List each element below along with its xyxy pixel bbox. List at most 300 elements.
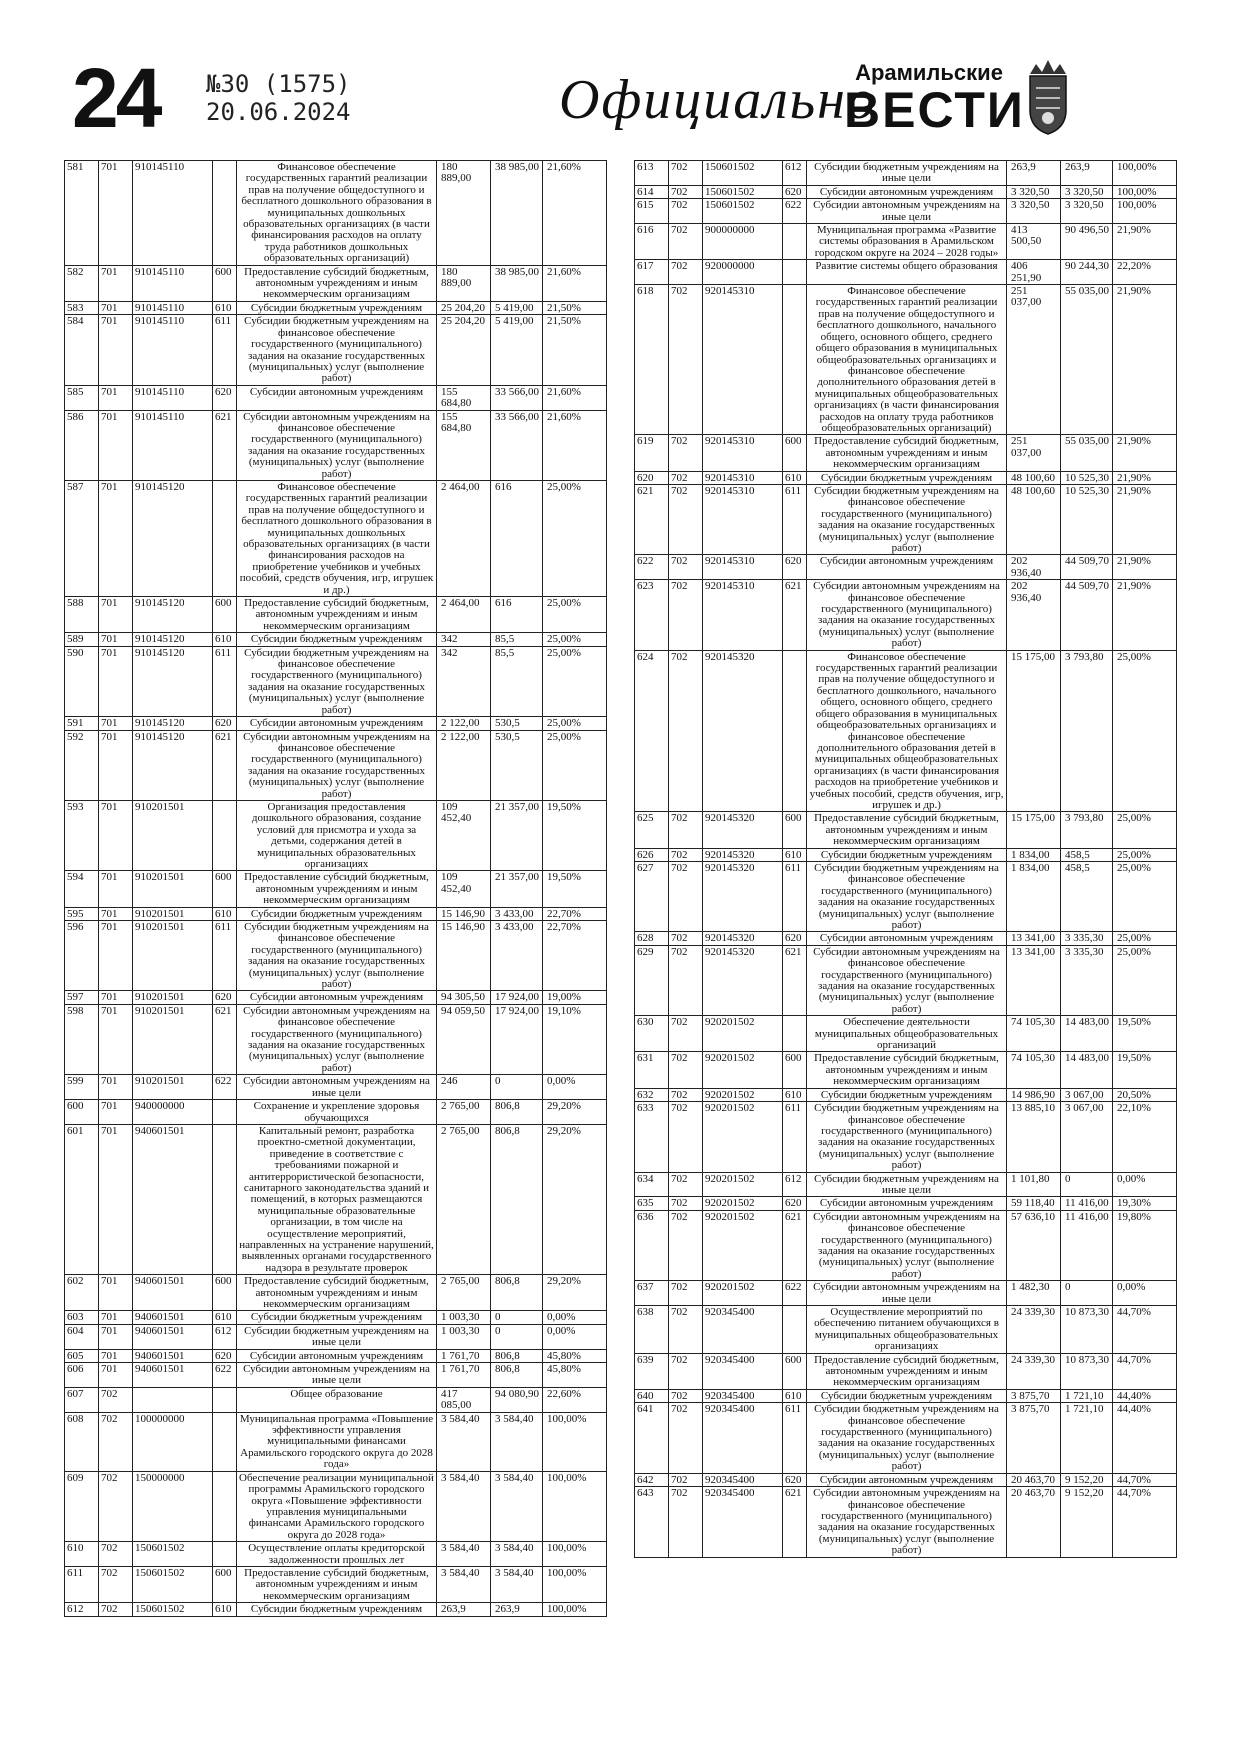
row-description: Предоставление субсидий бюджетным, автономным учреждениям и иным некоммерческим организациям [807,1052,1007,1088]
table-row [635,285,1177,435]
row-number: 582 [65,265,99,301]
row-description: Организация предоставления дошкольного образования, создание условий для присмотра и ухода за детьми, содержания детей в муниципальных образовательных организациях [237,800,437,870]
execution-percent: 29,20% [543,1124,607,1274]
actual-amount: 10 525,30 [1061,471,1113,484]
plan-amount: 2 122,00 [437,717,491,730]
target-code: 920201502 [703,1210,783,1280]
execution-percent: 100,00% [543,1412,607,1471]
plan-amount: 3 875,70 [1007,1403,1061,1473]
row-number: 593 [65,800,99,870]
execution-percent: 22,60% [543,1387,607,1412]
section-code: 702 [669,1197,703,1210]
row-description: Субсидии автономным учреждениям [807,932,1007,945]
section-code: 702 [669,1353,703,1389]
target-code: 910145110 [133,265,213,301]
row-number: 626 [635,848,669,861]
section-code: 701 [99,597,133,633]
table-row [65,1075,607,1100]
row-number: 596 [65,921,99,991]
row-description: Субсидии автономным учреждениям на финансовое обеспечение государственного (муниципального) задания на оказание государственных (муниципальных) услуг (выполнение работ) [807,1487,1007,1557]
expense-type: 620 [213,991,237,1004]
row-number: 595 [65,907,99,920]
execution-percent: 100,00% [1113,161,1177,186]
row-description: Субсидии бюджетным учреждениям на финансовое обеспечение государственного (муниципального) задания на оказание государственных (муниципальных) услуг (выполнение работ) [807,1403,1007,1473]
execution-percent: 0,00% [543,1311,607,1324]
table-row [635,199,1177,224]
expense-type: 610 [783,1389,807,1402]
section-code: 702 [669,1052,703,1088]
execution-percent: 25,00% [1113,861,1177,931]
row-description: Муниципальная программа «Развитие системы образования в Арамильском городском округе на 2024 – 2028 годы» [807,224,1007,260]
expense-type: 620 [213,1349,237,1362]
row-number: 635 [635,1197,669,1210]
row-description: Предоставление субсидий бюджетным, автономным учреждениям и иным некоммерческим организациям [237,871,437,907]
table-row [635,1389,1177,1402]
section-code: 702 [669,199,703,224]
actual-amount: 263,9 [491,1603,543,1616]
execution-percent: 19,10% [543,1004,607,1074]
table-row [635,1403,1177,1473]
section-code: 702 [99,1387,133,1412]
row-number: 620 [635,471,669,484]
table-row [65,1349,607,1362]
plan-amount: 13 341,00 [1007,932,1061,945]
table-row [635,1016,1177,1052]
plan-amount: 2 765,00 [437,1124,491,1274]
plan-amount: 2 122,00 [437,730,491,800]
plan-amount: 25 204,20 [437,315,491,385]
target-code: 920201502 [703,1172,783,1197]
execution-percent: 100,00% [543,1603,607,1616]
section-code: 702 [669,1281,703,1306]
actual-amount: 806,8 [491,1100,543,1125]
row-number: 608 [65,1412,99,1471]
expense-type: 611 [213,315,237,385]
expense-type [213,1542,237,1567]
target-code: 940601501 [133,1311,213,1324]
row-description: Субсидии автономным учреждениям на финансовое обеспечение государственного (муниципального) задания на оказание государственных (муниципальных) услуг (выполнение работ) [237,410,437,480]
row-description: Субсидии автономным учреждениям [807,1473,1007,1486]
plan-amount: 94 305,50 [437,991,491,1004]
actual-amount: 90 496,50 [1061,224,1113,260]
plan-amount: 1 003,30 [437,1311,491,1324]
plan-amount: 15 175,00 [1007,650,1061,812]
row-number: 599 [65,1075,99,1100]
plan-amount: 155 684,80 [437,385,491,410]
table-row [65,800,607,870]
execution-percent: 21,60% [543,410,607,480]
plan-amount: 1 482,30 [1007,1281,1061,1306]
target-code: 150601502 [133,1566,213,1602]
section-code: 701 [99,646,133,716]
table-row [635,555,1177,580]
expense-type: 620 [213,385,237,410]
target-code: 920201502 [703,1016,783,1052]
execution-percent: 0,00% [1113,1172,1177,1197]
target-code: 940000000 [133,1100,213,1125]
target-code: 910145110 [133,385,213,410]
target-code: 920345400 [703,1403,783,1473]
plan-amount: 417 085,00 [437,1387,491,1412]
plan-amount: 180 889,00 [437,265,491,301]
execution-percent: 100,00% [543,1542,607,1567]
execution-percent: 21,90% [1113,224,1177,260]
section-code: 701 [99,633,133,646]
table-row [635,1306,1177,1354]
target-code: 910145120 [133,646,213,716]
target-code: 150601502 [133,1542,213,1567]
section-code: 702 [669,1172,703,1197]
table-row [65,633,607,646]
table-row [635,1172,1177,1197]
table-row [65,161,607,266]
logo-main-text: ВЕСТИ [844,82,1025,138]
plan-amount: 2 464,00 [437,597,491,633]
plan-amount: 1 101,80 [1007,1172,1061,1197]
table-row [635,185,1177,198]
row-number: 611 [65,1566,99,1602]
section-code: 702 [669,812,703,848]
plan-amount: 1 003,30 [437,1324,491,1349]
row-number: 627 [635,861,669,931]
expense-type [213,800,237,870]
actual-amount: 530,5 [491,717,543,730]
execution-percent: 25,00% [1113,650,1177,812]
section-title: Официально [559,69,877,131]
section-code: 702 [99,1412,133,1471]
section-code: 701 [99,800,133,870]
table-row [65,1275,607,1311]
plan-amount: 24 339,30 [1007,1306,1061,1354]
row-description: Субсидии автономным учреждениям на финансовое обеспечение государственного (муниципального) задания на оказание государственных (муниципальных) услуг (выполнение работ) [807,1210,1007,1280]
target-code: 920145310 [703,484,783,554]
table-row [635,1052,1177,1088]
row-number: 614 [635,185,669,198]
actual-amount: 616 [491,597,543,633]
actual-amount: 458,5 [1061,848,1113,861]
target-code: 920000000 [703,260,783,285]
target-code: 940601501 [133,1124,213,1274]
table-row [65,1324,607,1349]
expense-type: 600 [213,1275,237,1311]
execution-percent: 0,00% [543,1075,607,1100]
row-description: Субсидии автономным учреждениям [237,991,437,1004]
section-code: 701 [99,1311,133,1324]
section-code: 701 [99,1075,133,1100]
row-description: Предоставление субсидий бюджетным, автономным учреждениям и иным некоммерческим организациям [237,597,437,633]
execution-percent: 19,50% [1113,1016,1177,1052]
section-code: 701 [99,907,133,920]
section-code: 702 [669,861,703,931]
section-code: 701 [99,871,133,907]
target-code: 900000000 [703,224,783,260]
row-description: Субсидии автономным учреждениям на финансовое обеспечение государственного (муниципального) задания на оказание государственных (муниципальных) услуг (выполнение работ) [237,730,437,800]
row-description: Предоставление субсидий бюджетным, автономным учреждениям и иным некоммерческим организациям [807,1353,1007,1389]
execution-percent: 25,00% [1113,812,1177,848]
target-code: 920345400 [703,1473,783,1486]
row-description: Развитие системы общего образования [807,260,1007,285]
row-number: 617 [635,260,669,285]
actual-amount: 458,5 [1061,861,1113,931]
plan-amount: 3 584,40 [437,1566,491,1602]
section-code: 702 [99,1603,133,1616]
expense-type: 600 [213,265,237,301]
plan-amount: 109 452,40 [437,871,491,907]
section-code: 702 [669,1210,703,1280]
table-row [65,1004,607,1074]
target-code: 910145110 [133,301,213,314]
expense-type [213,1412,237,1471]
target-code: 920145320 [703,861,783,931]
table-row [635,861,1177,931]
execution-percent: 25,00% [1113,945,1177,1015]
actual-amount: 21 357,00 [491,871,543,907]
row-description: Субсидии бюджетным учреждениям на финансовое обеспечение государственного (муниципального) задания на оказание государственных (муниципальных) услуг (выполнение работ) [237,646,437,716]
actual-amount: 14 483,00 [1061,1052,1113,1088]
row-number: 640 [635,1389,669,1402]
target-code: 910201501 [133,921,213,991]
expense-type [213,1471,237,1541]
section-code: 702 [669,555,703,580]
execution-percent: 45,80% [543,1349,607,1362]
actual-amount: 1 721,10 [1061,1403,1113,1473]
row-number: 642 [635,1473,669,1486]
expense-type: 621 [783,945,807,1015]
expense-type: 621 [213,730,237,800]
table-row [65,991,607,1004]
actual-amount: 3 793,80 [1061,650,1113,812]
table-row [65,597,607,633]
plan-amount: 13 885,10 [1007,1102,1061,1172]
section-code: 701 [99,717,133,730]
row-description: Субсидии автономным учреждениям на иные цели [237,1075,437,1100]
target-code: 940601501 [133,1363,213,1388]
row-number: 602 [65,1275,99,1311]
row-number: 625 [635,812,669,848]
expense-type: 611 [213,646,237,716]
plan-amount: 57 636,10 [1007,1210,1061,1280]
execution-percent: 0,00% [1113,1281,1177,1306]
row-number: 623 [635,580,669,650]
row-description: Субсидии бюджетным учреждениям [237,633,437,646]
expense-type [213,1100,237,1125]
plan-amount: 263,9 [437,1603,491,1616]
row-number: 615 [635,199,669,224]
table-row [635,1197,1177,1210]
actual-amount: 10 873,30 [1061,1353,1113,1389]
plan-amount: 15 146,90 [437,921,491,991]
row-description: Субсидии бюджетным учреждениям [807,471,1007,484]
actual-amount: 1 721,10 [1061,1389,1113,1402]
target-code: 150601502 [703,161,783,186]
row-number: 605 [65,1349,99,1362]
row-description: Общее образование [237,1387,437,1412]
plan-amount: 406 251,90 [1007,260,1061,285]
table-row [65,385,607,410]
expense-type: 610 [783,471,807,484]
plan-amount: 48 100,60 [1007,471,1061,484]
actual-amount: 14 483,00 [1061,1016,1113,1052]
section-code: 702 [99,1471,133,1541]
table-row [65,1603,607,1616]
expense-type: 600 [783,1353,807,1389]
plan-amount: 202 936,40 [1007,555,1061,580]
section-code: 701 [99,921,133,991]
target-code: 910201501 [133,907,213,920]
row-number: 612 [65,1603,99,1616]
row-number: 641 [635,1403,669,1473]
execution-percent: 19,80% [1113,1210,1177,1280]
plan-amount: 3 584,40 [437,1471,491,1541]
execution-percent: 25,00% [543,633,607,646]
actual-amount: 55 035,00 [1061,285,1113,435]
execution-percent: 19,00% [543,991,607,1004]
table-row [635,1353,1177,1389]
row-description: Сохранение и укрепление здоровья обучающихся [237,1100,437,1125]
plan-amount: 24 339,30 [1007,1353,1061,1389]
expense-type: 621 [783,580,807,650]
table-row [65,871,607,907]
table-row [635,932,1177,945]
table-row [65,907,607,920]
execution-percent: 25,00% [543,480,607,596]
actual-amount: 530,5 [491,730,543,800]
plan-amount: 3 320,50 [1007,199,1061,224]
row-description: Субсидии бюджетным учреждениям на иные цели [807,161,1007,186]
expense-type [213,480,237,596]
expense-type: 600 [783,812,807,848]
section-code: 702 [669,1389,703,1402]
expense-type: 612 [213,1324,237,1349]
table-row [635,580,1177,650]
plan-amount: 263,9 [1007,161,1061,186]
row-number: 584 [65,315,99,385]
row-description: Субсидии автономным учреждениям [237,385,437,410]
section-code: 701 [99,315,133,385]
table-row [635,484,1177,554]
target-code: 920145310 [703,285,783,435]
row-number: 636 [635,1210,669,1280]
row-number: 628 [635,932,669,945]
actual-amount: 0 [491,1324,543,1349]
actual-amount: 3 320,50 [1061,199,1113,224]
actual-amount: 44 509,70 [1061,580,1113,650]
row-description: Субсидии бюджетным учреждениям [807,848,1007,861]
execution-percent: 21,90% [1113,435,1177,471]
execution-percent: 21,60% [543,265,607,301]
plan-amount: 13 341,00 [1007,945,1061,1015]
target-code: 920201502 [703,1088,783,1101]
table-row [635,1102,1177,1172]
expense-type [783,650,807,812]
execution-percent: 19,30% [1113,1197,1177,1210]
row-description: Субсидии бюджетным учреждениям на финансовое обеспечение государственного (муниципального) задания на оказание государственных (муниципальных) услуг (выполнение работ) [237,315,437,385]
target-code: 920345400 [703,1487,783,1557]
target-code: 920145320 [703,945,783,1015]
table-row [65,1471,607,1541]
table-row [635,435,1177,471]
row-number: 598 [65,1004,99,1074]
target-code: 920345400 [703,1389,783,1402]
expense-type: 612 [783,161,807,186]
plan-amount: 109 452,40 [437,800,491,870]
plan-amount: 3 875,70 [1007,1389,1061,1402]
plan-amount: 94 059,50 [437,1004,491,1074]
row-number: 639 [635,1353,669,1389]
target-code: 910145120 [133,730,213,800]
page-number: 24 [72,51,160,145]
row-number: 601 [65,1124,99,1274]
actual-amount: 5 419,00 [491,301,543,314]
table-row [635,224,1177,260]
issue-number: №30 (1575) [206,70,351,98]
row-number: 581 [65,161,99,266]
row-description: Предоставление субсидий бюджетным, автономным учреждениям и иным некоммерческим организациям [237,1275,437,1311]
row-description: Субсидии бюджетным учреждениям [237,1311,437,1324]
actual-amount: 85,5 [491,646,543,716]
target-code: 150601502 [703,185,783,198]
section-code: 702 [669,161,703,186]
target-code: 910145110 [133,161,213,266]
execution-percent: 19,50% [543,800,607,870]
target-code: 910145120 [133,633,213,646]
plan-amount: 74 105,30 [1007,1016,1061,1052]
expense-type [783,1306,807,1354]
target-code: 910201501 [133,800,213,870]
row-description: Предоставление субсидий бюджетным, автономным учреждениям и иным некоммерческим организациям [807,812,1007,848]
target-code [133,1387,213,1412]
actual-amount: 3 067,00 [1061,1102,1113,1172]
plan-amount: 14 986,90 [1007,1088,1061,1101]
actual-amount: 0 [1061,1172,1113,1197]
row-description: Субсидии бюджетным учреждениям на финансовое обеспечение государственного (муниципального) задания на оказание государственных (муниципальных) услуг (выполнение работ) [807,484,1007,554]
issue-date: 20.06.2024 [206,98,351,126]
section-code: 702 [669,471,703,484]
section-code: 701 [99,410,133,480]
section-code: 702 [669,1088,703,1101]
plan-amount: 1 834,00 [1007,861,1061,931]
row-number: 622 [635,555,669,580]
expense-type: 610 [783,848,807,861]
target-code: 920145320 [703,650,783,812]
section-code: 701 [99,265,133,301]
plan-amount: 25 204,20 [437,301,491,314]
expense-type: 610 [213,1603,237,1616]
table-row [65,1542,607,1567]
target-code: 150000000 [133,1471,213,1541]
row-number: 588 [65,597,99,633]
execution-percent: 29,20% [543,1275,607,1311]
table-row [65,1100,607,1125]
target-code: 910201501 [133,1004,213,1074]
row-description: Финансовое обеспечение государственных гарантий реализации прав на получение общедоступного и бесплатного дошкольного, начального общего, основного общего, среднего общего образования в муниципальных общеобразовательных организациях и финансовое обеспечение дополнительного образования детей в муниципальных общеобразовательных организациях (в части финансирования расходов на оплату труда работников общеобразовательных организаций) [807,285,1007,435]
execution-percent: 45,80% [543,1363,607,1388]
table-row [635,848,1177,861]
table-row [635,260,1177,285]
expense-type [783,224,807,260]
actual-amount: 17 924,00 [491,991,543,1004]
row-description: Субсидии бюджетным учреждениям на иные цели [807,1172,1007,1197]
section-code: 701 [99,1324,133,1349]
row-description: Субсидии автономным учреждениям [807,1197,1007,1210]
table-row [635,1473,1177,1486]
row-number: 583 [65,301,99,314]
row-description: Субсидии бюджетным учреждениям на иные цели [237,1324,437,1349]
execution-percent: 22,70% [543,907,607,920]
execution-percent: 22,10% [1113,1102,1177,1172]
actual-amount: 3 320,50 [1061,185,1113,198]
plan-amount: 1 834,00 [1007,848,1061,861]
